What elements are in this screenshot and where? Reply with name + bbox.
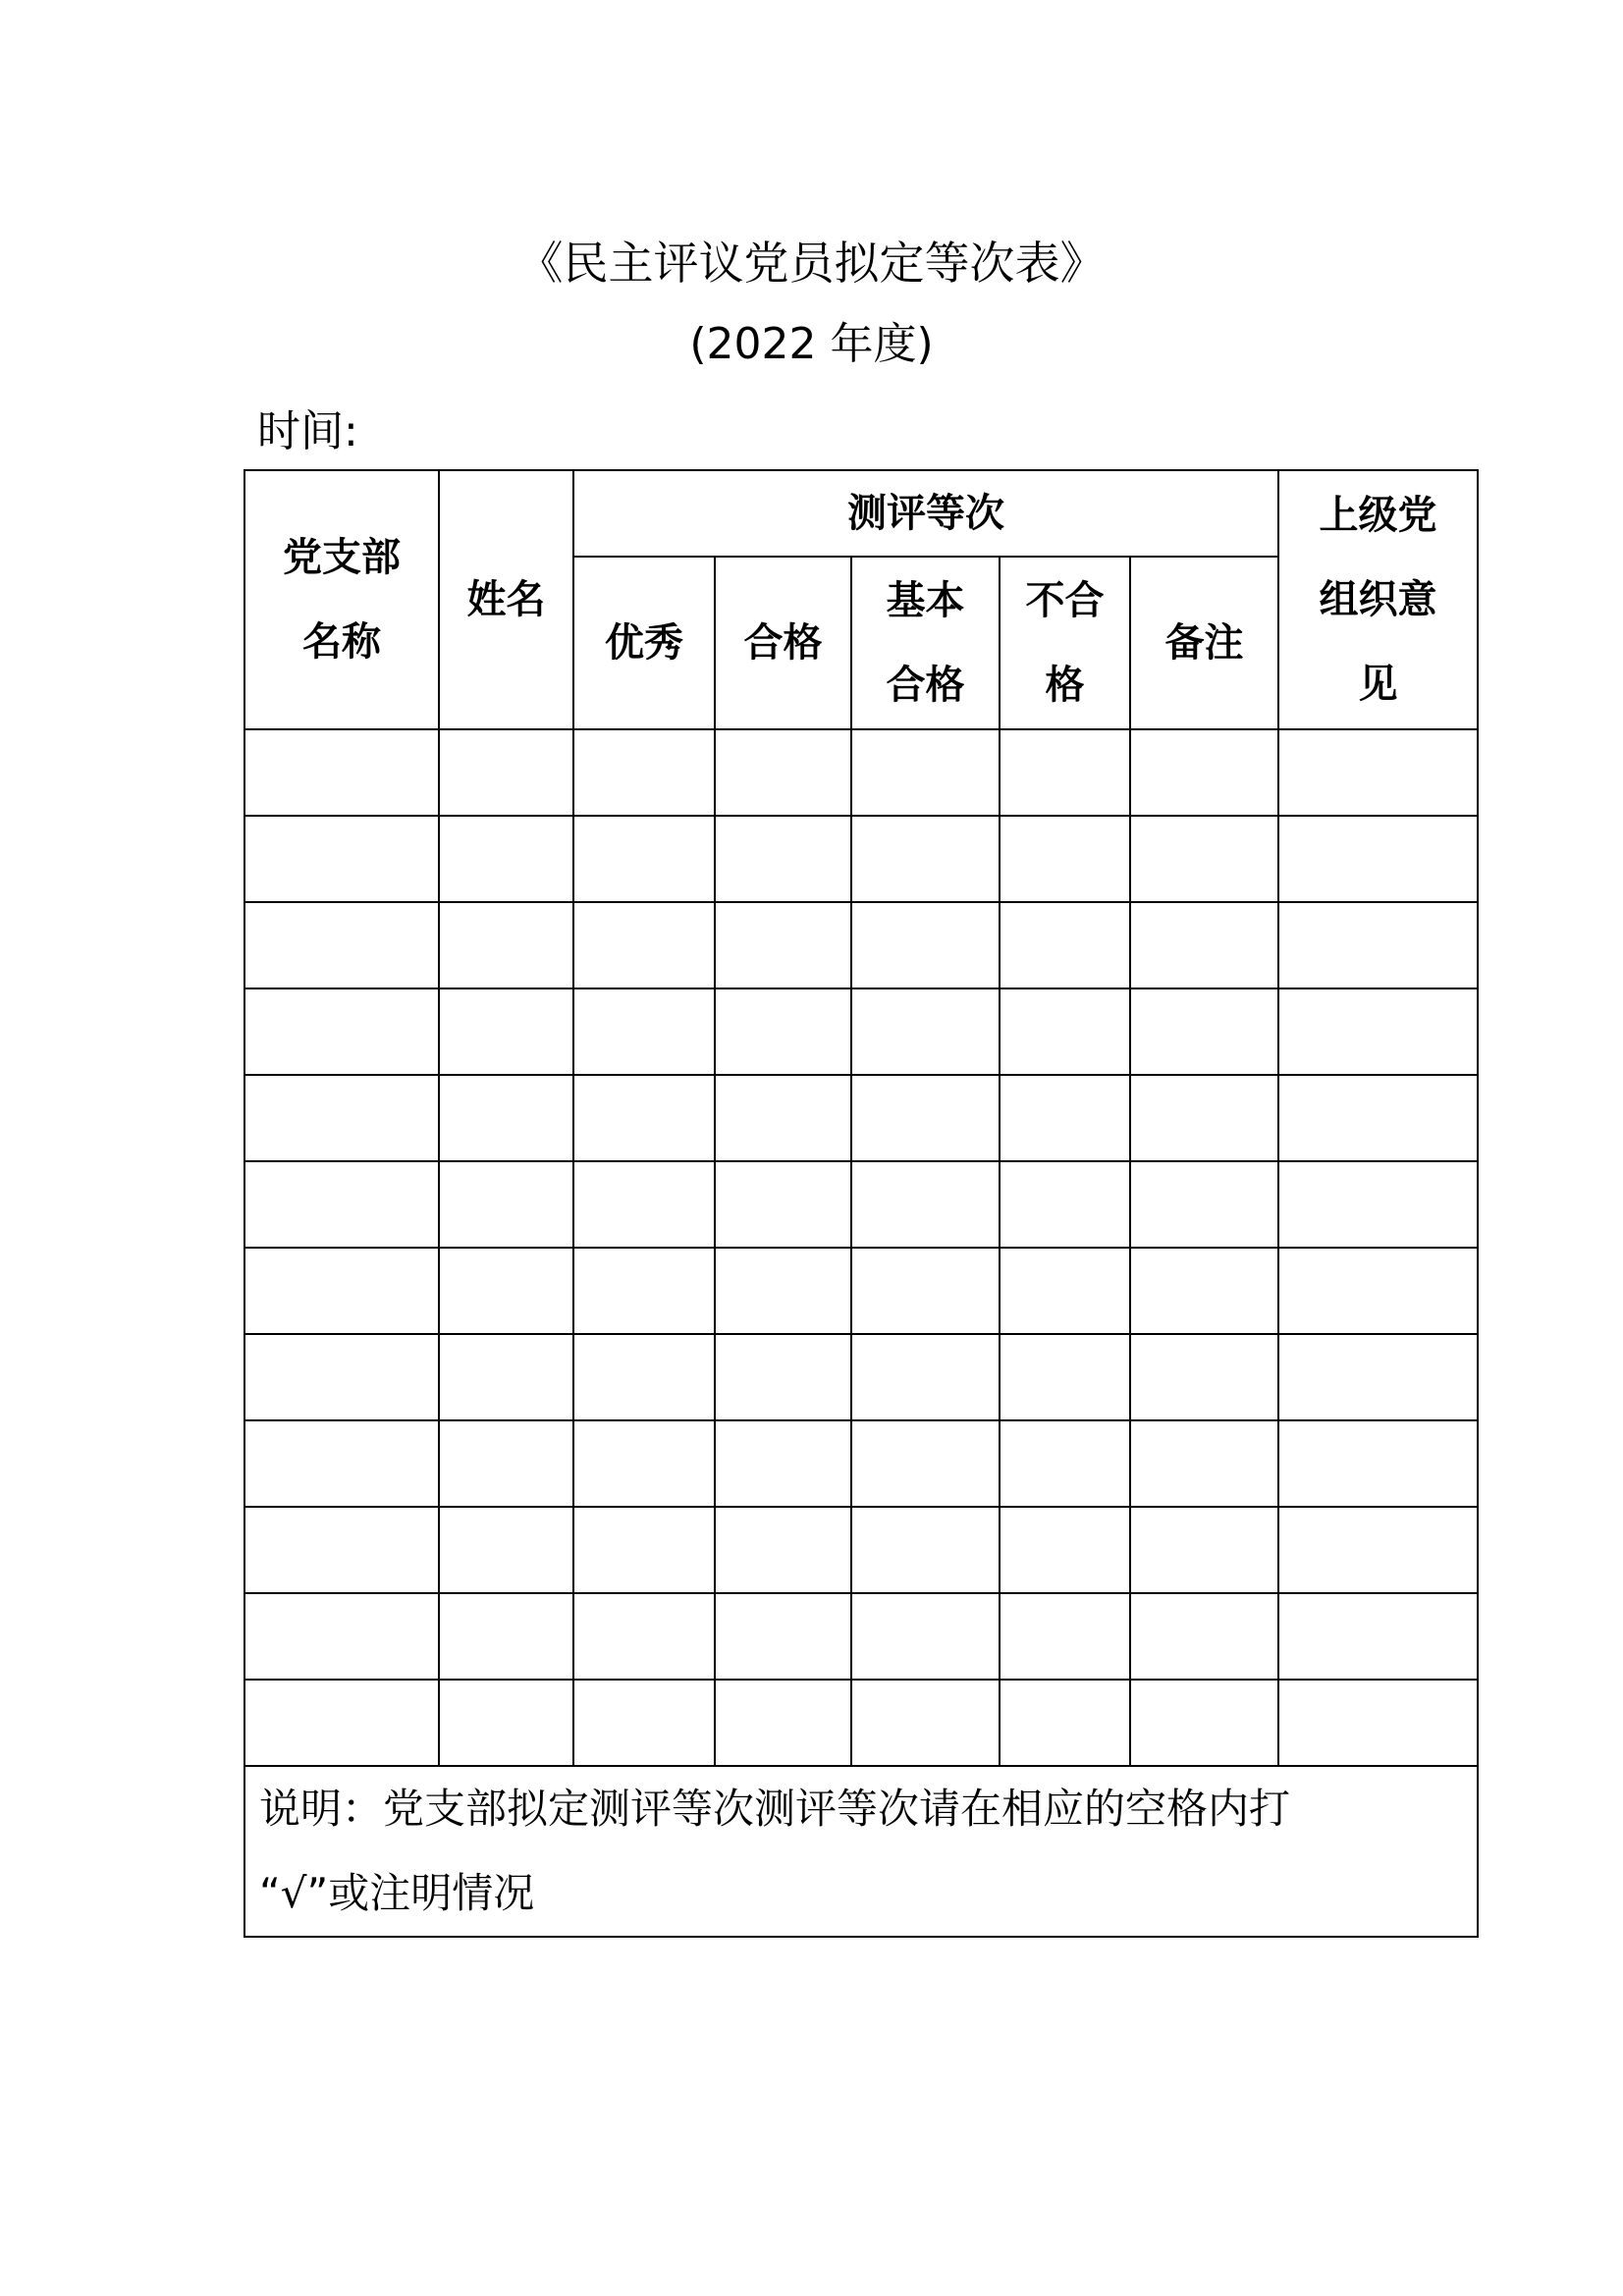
table-cell[interactable]: [715, 1507, 851, 1593]
table-cell[interactable]: [851, 988, 1000, 1075]
table-cell[interactable]: [715, 1248, 851, 1334]
table-cell[interactable]: [715, 1334, 851, 1420]
header-name: [439, 470, 573, 729]
table-cell[interactable]: [1000, 1680, 1130, 1766]
table-row: [244, 1161, 1478, 1248]
table-cell[interactable]: [1000, 729, 1130, 816]
table-cell[interactable]: [715, 1593, 851, 1680]
table-cell[interactable]: [1278, 1420, 1478, 1507]
table-cell[interactable]: [851, 1248, 1000, 1334]
table-cell[interactable]: [244, 1507, 439, 1593]
table-cell[interactable]: [1278, 1248, 1478, 1334]
table-cell[interactable]: [851, 1593, 1000, 1680]
table-cell[interactable]: [1130, 1161, 1278, 1248]
table-cell[interactable]: [573, 1507, 715, 1593]
table-cell[interactable]: [439, 1248, 573, 1334]
table-row: [244, 988, 1478, 1075]
table-cell[interactable]: [1278, 988, 1478, 1075]
table-cell[interactable]: [851, 1334, 1000, 1420]
header-unqualified-line2: 格: [1045, 663, 1085, 708]
note-cell: [244, 1766, 1478, 1937]
header-branch-name-line1: 党支部: [283, 535, 401, 580]
table-cell[interactable]: [244, 816, 439, 902]
table-cell[interactable]: [573, 816, 715, 902]
table-cell[interactable]: [439, 816, 573, 902]
header-excellent: [573, 557, 715, 729]
header-qualified: [715, 557, 851, 729]
table-row: [244, 902, 1478, 988]
table-cell[interactable]: [1130, 1248, 1278, 1334]
table-cell[interactable]: [244, 1161, 439, 1248]
table-row: [244, 1420, 1478, 1507]
table-cell[interactable]: [1130, 988, 1278, 1075]
table-cell[interactable]: [573, 1680, 715, 1766]
table-cell[interactable]: [1000, 1161, 1130, 1248]
table-cell[interactable]: [1278, 1161, 1478, 1248]
table-cell[interactable]: [1000, 1420, 1130, 1507]
table-cell[interactable]: [1278, 1075, 1478, 1161]
table-cell[interactable]: [1278, 1334, 1478, 1420]
table-cell[interactable]: [851, 1680, 1000, 1766]
table-cell[interactable]: [1130, 1680, 1278, 1766]
header-basic-qualified-line2: 合格: [886, 663, 965, 708]
header-basic-qualified-line1: 基本: [886, 578, 965, 623]
table-cell[interactable]: [1000, 816, 1130, 902]
table-cell[interactable]: [715, 1420, 851, 1507]
header-qualified-text: 合格: [743, 620, 823, 666]
table-cell[interactable]: [715, 988, 851, 1075]
table-cell[interactable]: [715, 1161, 851, 1248]
table-cell[interactable]: [1000, 1075, 1130, 1161]
table-cell[interactable]: [244, 1075, 439, 1161]
table-cell[interactable]: [1000, 902, 1130, 988]
table-cell[interactable]: [439, 1420, 573, 1507]
table-cell[interactable]: [1130, 1507, 1278, 1593]
table-cell[interactable]: [573, 1248, 715, 1334]
table-cell[interactable]: [573, 902, 715, 988]
header-remark: [1130, 557, 1278, 729]
table-row: [244, 1507, 1478, 1593]
table-cell[interactable]: [439, 729, 573, 816]
table-cell[interactable]: [1278, 1680, 1478, 1766]
table-cell[interactable]: [1278, 1593, 1478, 1680]
table-cell[interactable]: [244, 1593, 439, 1680]
table-row: [244, 1075, 1478, 1161]
time-label: 时间:: [257, 406, 358, 456]
table-cell[interactable]: [851, 1507, 1000, 1593]
header-excellent-text: 优秀: [605, 620, 683, 666]
table-cell[interactable]: [439, 902, 573, 988]
table-cell[interactable]: [439, 1680, 573, 1766]
table-row: [244, 1248, 1478, 1334]
header-evaluation-grade: [573, 470, 1278, 557]
table-cell[interactable]: [1000, 1334, 1130, 1420]
table-row: [244, 729, 1478, 816]
table-cell[interactable]: [439, 1334, 573, 1420]
evaluation-table: [243, 469, 1479, 1938]
table-cell[interactable]: [1130, 1420, 1278, 1507]
header-name-text: 姓名: [466, 577, 546, 622]
table-cell[interactable]: [439, 988, 573, 1075]
table-row: [244, 1593, 1478, 1680]
note-line-2: “√”或注明情况: [259, 1869, 535, 1917]
header-unqualified-line1: 不合: [1025, 578, 1105, 623]
table-cell[interactable]: [244, 902, 439, 988]
table-cell[interactable]: [244, 988, 439, 1075]
table-cell[interactable]: [573, 1593, 715, 1680]
table-cell[interactable]: [439, 1593, 573, 1680]
table-cell[interactable]: [439, 1507, 573, 1593]
table-cell[interactable]: [244, 729, 439, 816]
table-cell[interactable]: [1278, 816, 1478, 902]
header-unqualified: [1000, 557, 1130, 729]
header-superior-opinion: [1278, 470, 1478, 729]
table-cell[interactable]: [715, 729, 851, 816]
table-cell[interactable]: [573, 988, 715, 1075]
table-cell[interactable]: [573, 1161, 715, 1248]
table-cell[interactable]: [1130, 816, 1278, 902]
table-row: [244, 816, 1478, 902]
table-cell[interactable]: [1130, 1075, 1278, 1161]
note-line-1: 说明：党支部拟定测评等次测评等次请在相应的空格内打: [259, 1785, 1291, 1833]
document-title: 《民主评议党员拟定等次表》: [517, 237, 1106, 290]
table-cell[interactable]: [715, 902, 851, 988]
table-cell[interactable]: [573, 1420, 715, 1507]
table-cell[interactable]: [573, 1334, 715, 1420]
table-row: [244, 1680, 1478, 1766]
document-subtitle: (2022 年度): [689, 319, 934, 369]
table-cell[interactable]: [851, 1161, 1000, 1248]
table-row: [244, 1334, 1478, 1420]
table-cell[interactable]: [439, 1161, 573, 1248]
table-cell[interactable]: [851, 1420, 1000, 1507]
table-cell[interactable]: [573, 1075, 715, 1161]
header-remark-text: 备注: [1164, 620, 1244, 666]
table-cell[interactable]: [715, 816, 851, 902]
table-cell[interactable]: [715, 1075, 851, 1161]
header-branch-name-line2: 名称: [302, 619, 381, 665]
header-branch-name: [244, 470, 439, 729]
header-evaluation-grade-text: 测评等次: [847, 491, 1005, 536]
table-cell[interactable]: [1000, 988, 1130, 1075]
table-cell[interactable]: [1130, 902, 1278, 988]
table-cell[interactable]: [244, 1680, 439, 1766]
table-cell[interactable]: [244, 1248, 439, 1334]
table-cell[interactable]: [1130, 1593, 1278, 1680]
header-basic-qualified: [851, 557, 1000, 729]
table-cell[interactable]: [244, 1420, 439, 1507]
table-cell[interactable]: [851, 729, 1000, 816]
table-cell[interactable]: [1130, 729, 1278, 816]
table-cell[interactable]: [244, 1334, 439, 1420]
table-cell[interactable]: [439, 1075, 573, 1161]
table-cell[interactable]: [1130, 1334, 1278, 1420]
table-cell[interactable]: [715, 1680, 851, 1766]
table-cell[interactable]: [1278, 902, 1478, 988]
table-cell[interactable]: [851, 902, 1000, 988]
table-cell[interactable]: [851, 816, 1000, 902]
table-cell[interactable]: [1000, 1593, 1130, 1680]
header-superior-opinion-line3: 见: [1358, 662, 1398, 707]
table-cell[interactable]: [1278, 729, 1478, 816]
header-superior-opinion-line2: 组织意: [1319, 577, 1437, 622]
header-superior-opinion-line1: 上级党: [1319, 493, 1437, 538]
table-cell[interactable]: [1000, 1248, 1130, 1334]
table-cell[interactable]: [573, 729, 715, 816]
table-cell[interactable]: [1278, 1507, 1478, 1593]
table-cell[interactable]: [1000, 1507, 1130, 1593]
table-cell[interactable]: [851, 1075, 1000, 1161]
